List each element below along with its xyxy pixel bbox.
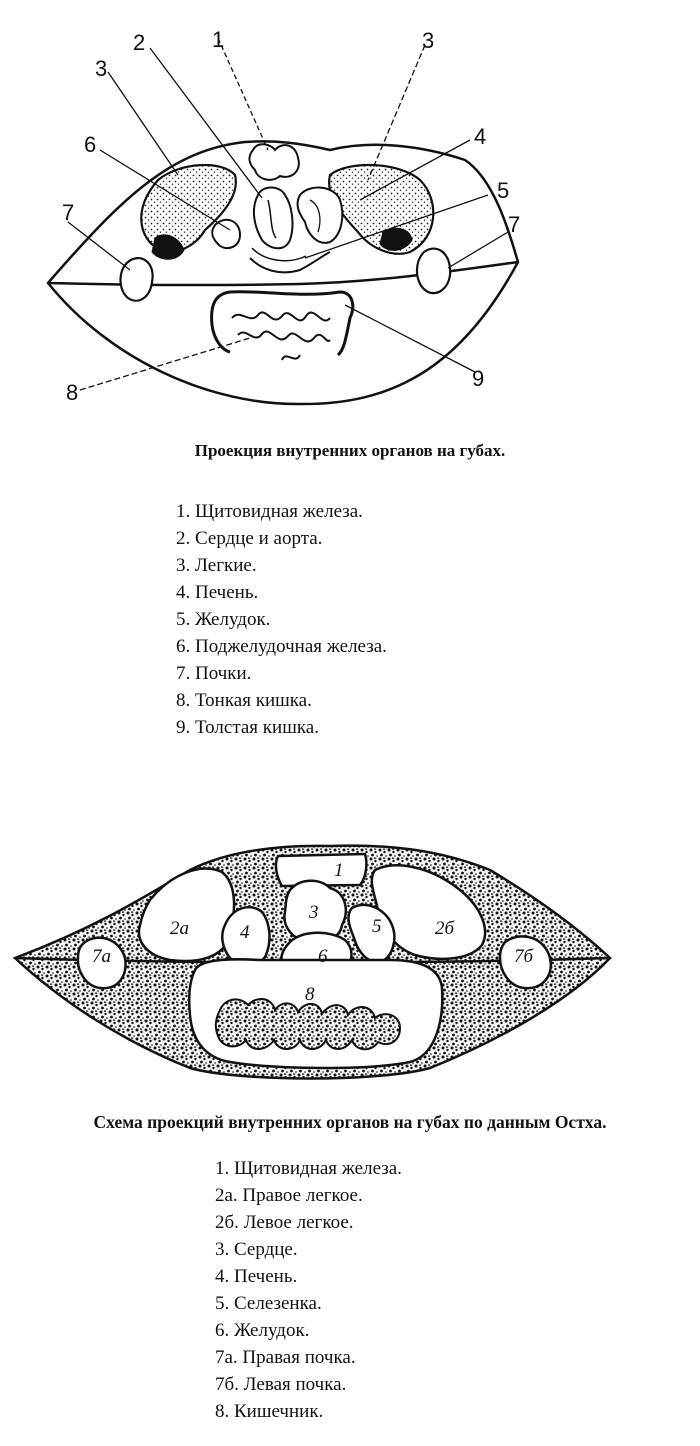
legend-item: 8. Кишечник. [215,1401,324,1422]
legend-item: 7. Почки. [176,663,252,684]
ostha-label-6: 6 [318,946,328,967]
legend-item: 1. Щитовидная железа. [176,501,363,522]
label-5: 5 [497,178,510,203]
ostha-label-1: 1 [334,860,344,881]
label-7-right-kidney: 7 [62,200,75,225]
legend-item: 2. Сердце и аорта. [176,528,323,549]
label-4: 4 [474,124,487,149]
legend-item: 4. Печень. [215,1266,298,1287]
legend-item: 3. Сердце. [215,1239,298,1260]
organ-colon [212,292,353,355]
ostha-label-5: 5 [372,916,382,937]
legend-item: 5. Желудок. [176,609,271,630]
legend-lips-projection [176,498,387,741]
legend-item: 1. Щитовидная железа. [215,1158,402,1179]
ostha-label-2a: 2а [170,918,189,939]
ostha-label-7a: 7а [92,946,111,967]
legend-item: 9. Толстая кишка. [176,717,319,738]
legend-item: 4. Печень. [176,582,259,603]
legend-item: 7б. Левая почка. [215,1374,347,1395]
lips-organ-projection-diagram [0,0,700,430]
legend-item: 6. Поджелудочная железа. [176,636,387,657]
lips-diagram-svg [0,0,700,430]
ostha-label-8: 8 [305,984,315,1005]
ostha-diagram-svg [0,830,700,1100]
label-3: 3 [95,56,108,81]
legend-item: 8. Тонкая кишка. [176,690,312,711]
ostha-label-4: 4 [240,922,250,943]
organ-heart-aorta [254,188,293,249]
ostha-organ-lung-right [139,869,234,961]
ostha-organ-projection-diagram [0,830,700,1100]
organ-kidney-left [417,249,450,294]
legend-item: 3. Легкие. [176,555,257,576]
legend-item: 5. Селезенка. [215,1293,322,1314]
label-3-top-right: 3 [422,28,435,53]
organ-small-right [212,220,240,248]
organ-thyroid [249,144,298,180]
legend-item: 2б. Левое легкое. [215,1212,354,1233]
legend-item: 7а. Правая почка. [215,1347,356,1368]
ostha-label-3: 3 [309,902,319,923]
label-2: 2 [133,30,146,55]
ostha-label-2b: 2б [435,918,455,939]
caption-lips-projection: Проекция внутренних органов на губах. [194,441,506,460]
label-6: 6 [84,132,97,157]
legend-item: 2а. Правое легкое. [215,1185,363,1206]
ostha-label-7b: 7б [514,946,534,967]
organ-small-intestine [232,312,330,360]
caption-ostha-projection: Схема проекций внутренних органов на губах по данным Остха. [93,1112,607,1132]
legend-ostha-projection [215,1155,402,1425]
organ-kidney-right [121,258,153,301]
legend-item: 6. Желудок. [215,1320,310,1341]
label-7-left-kidney: 7 [508,212,521,237]
label-8: 8 [66,380,79,405]
label-9: 9 [472,366,485,391]
label-1: 1 [212,27,225,52]
